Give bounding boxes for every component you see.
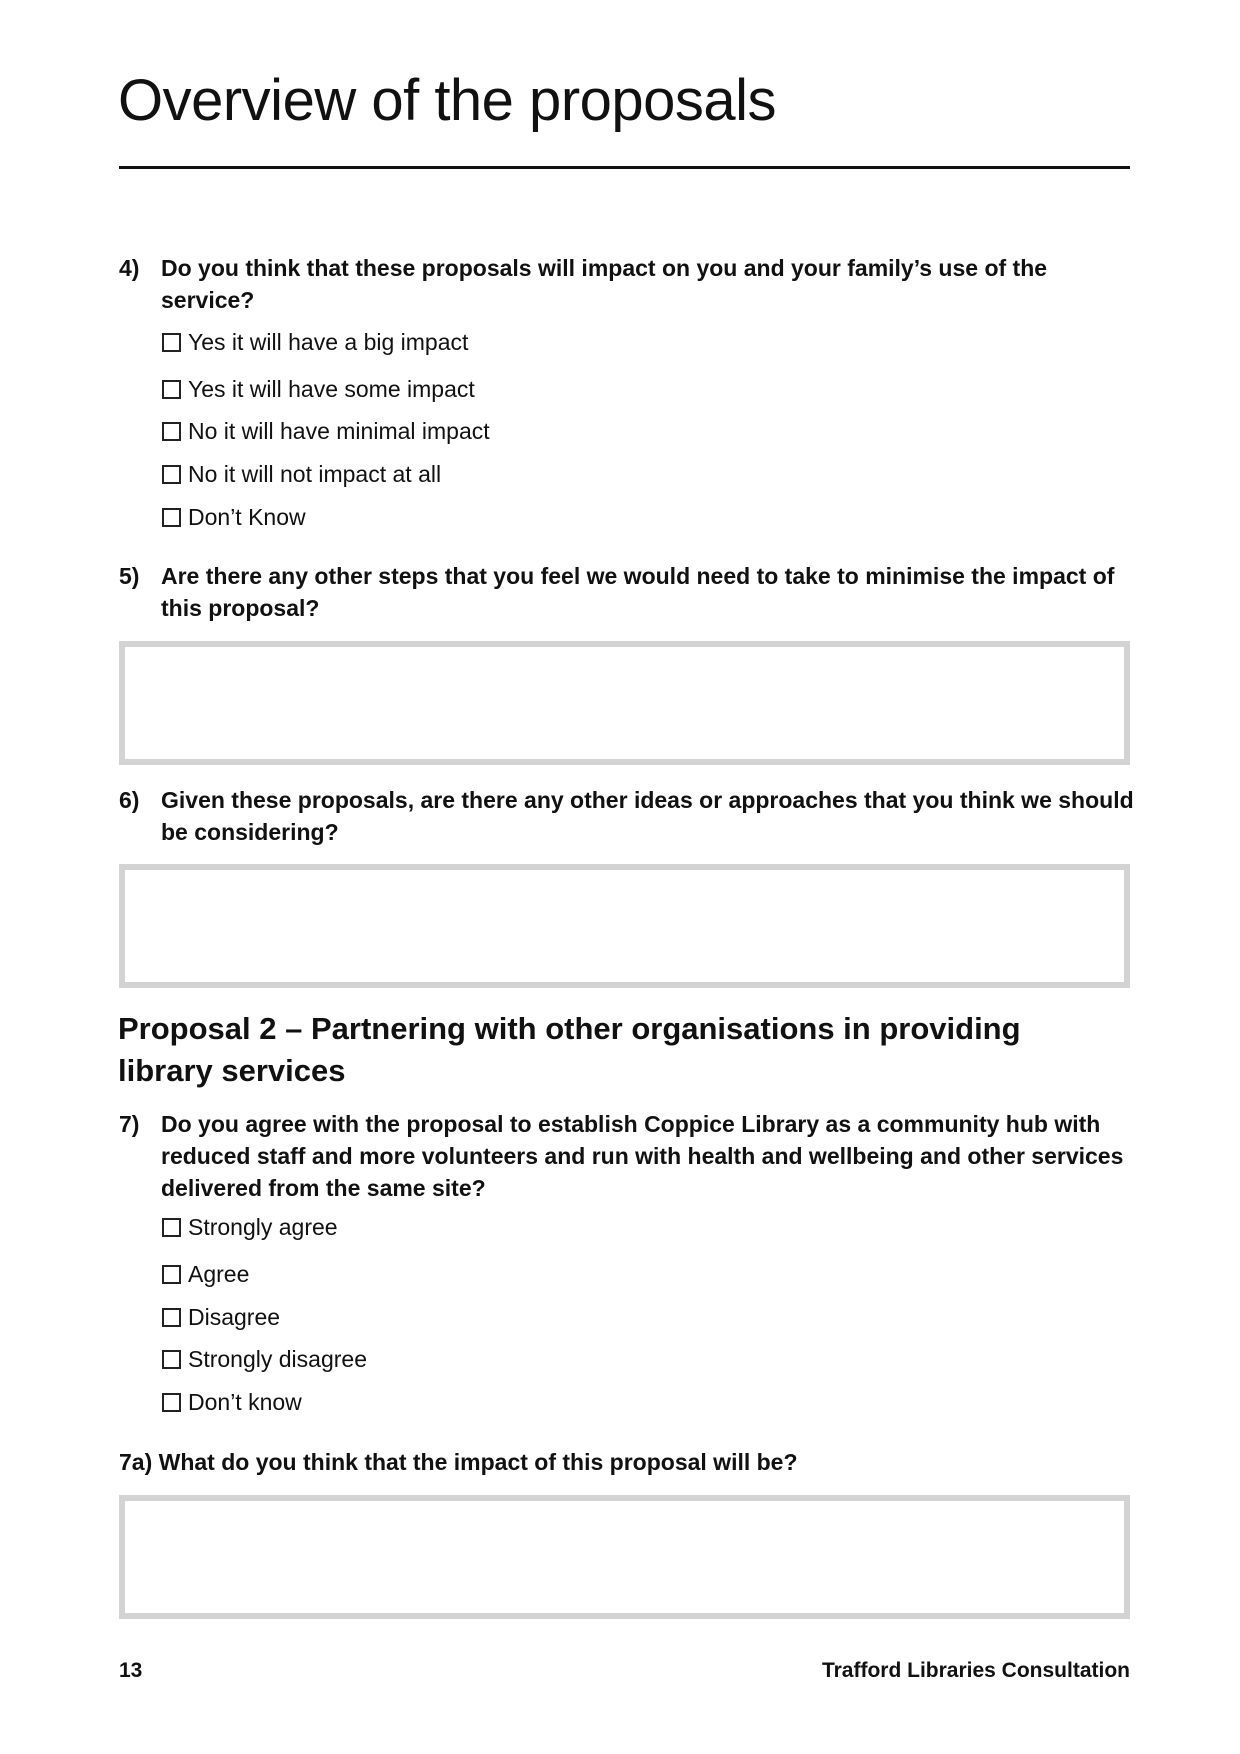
question-text: Are there any other steps that you feel we would need to take to minimise the impact of this proposal? bbox=[161, 563, 1115, 621]
checkbox[interactable] bbox=[162, 1218, 181, 1237]
option-label: Strongly agree bbox=[188, 1214, 338, 1240]
q4-option-dont-know[interactable] bbox=[162, 502, 306, 532]
q6-answer-box[interactable] bbox=[119, 864, 1130, 988]
option-label: No it will have minimal impact bbox=[188, 418, 490, 444]
title-divider bbox=[119, 166, 1130, 169]
q7-option-strongly-disagree[interactable] bbox=[162, 1344, 367, 1374]
option-label: Yes it will have a big impact bbox=[188, 329, 469, 355]
checkbox[interactable] bbox=[162, 1350, 181, 1369]
question-7 bbox=[119, 1108, 1134, 1204]
q4-option-no-impact[interactable] bbox=[162, 459, 441, 489]
question-number: 6) bbox=[119, 787, 140, 813]
checkbox[interactable] bbox=[162, 465, 181, 484]
option-label: Yes it will have some impact bbox=[188, 376, 475, 402]
option-label: Agree bbox=[188, 1261, 250, 1287]
option-label: Strongly disagree bbox=[188, 1346, 367, 1372]
proposal-2-heading: Proposal 2 – Partnering with other organisations in providing library services bbox=[118, 1011, 1021, 1088]
question-6 bbox=[119, 784, 1134, 848]
question-4 bbox=[119, 252, 1134, 316]
q4-option-big-impact[interactable] bbox=[162, 327, 468, 357]
q7-option-strongly-agree[interactable] bbox=[162, 1212, 338, 1242]
checkbox[interactable] bbox=[162, 1265, 181, 1284]
q4-option-minimal-impact[interactable] bbox=[162, 416, 490, 446]
q4-option-some-impact[interactable] bbox=[162, 374, 475, 404]
q7-option-agree[interactable] bbox=[162, 1259, 249, 1289]
page-title: Overview of the proposals bbox=[118, 68, 777, 133]
option-label: Don’t Know bbox=[188, 504, 306, 530]
checkbox[interactable] bbox=[162, 333, 181, 352]
q5-answer-box[interactable] bbox=[119, 641, 1130, 765]
question-5 bbox=[119, 560, 1134, 624]
checkbox[interactable] bbox=[162, 380, 181, 399]
question-number: 4) bbox=[119, 255, 140, 281]
checkbox[interactable] bbox=[162, 1308, 181, 1327]
question-text: 7a) What do you think that the impact of this proposal will be? bbox=[119, 1449, 798, 1475]
q7a-answer-box[interactable] bbox=[119, 1495, 1130, 1619]
footer-document-title: Trafford Libraries Consultation bbox=[821, 1659, 1130, 1682]
question-text: Do you agree with the proposal to establish Coppice Library as a community hub with reduced staff and more volunteers and run with health and wellbeing and other services delivered from the same site? bbox=[161, 1111, 1124, 1201]
question-7a bbox=[119, 1446, 1134, 1478]
option-label: Don’t know bbox=[188, 1389, 302, 1415]
question-number: 7) bbox=[119, 1111, 140, 1137]
checkbox[interactable] bbox=[162, 1393, 181, 1412]
checkbox[interactable] bbox=[162, 422, 181, 441]
checkbox[interactable] bbox=[162, 508, 181, 527]
page-number: 13 bbox=[119, 1659, 143, 1682]
option-label: Disagree bbox=[188, 1304, 281, 1330]
option-label: No it will not impact at all bbox=[188, 461, 442, 487]
question-text: Do you think that these proposals will impact on you and your family’s use of the service? bbox=[161, 255, 1048, 313]
question-number: 5) bbox=[119, 563, 140, 589]
question-text: Given these proposals, are there any other ideas or approaches that you think we should be considering? bbox=[161, 787, 1134, 845]
q7-option-disagree[interactable] bbox=[162, 1302, 280, 1332]
q7-option-dont-know[interactable] bbox=[162, 1387, 302, 1417]
